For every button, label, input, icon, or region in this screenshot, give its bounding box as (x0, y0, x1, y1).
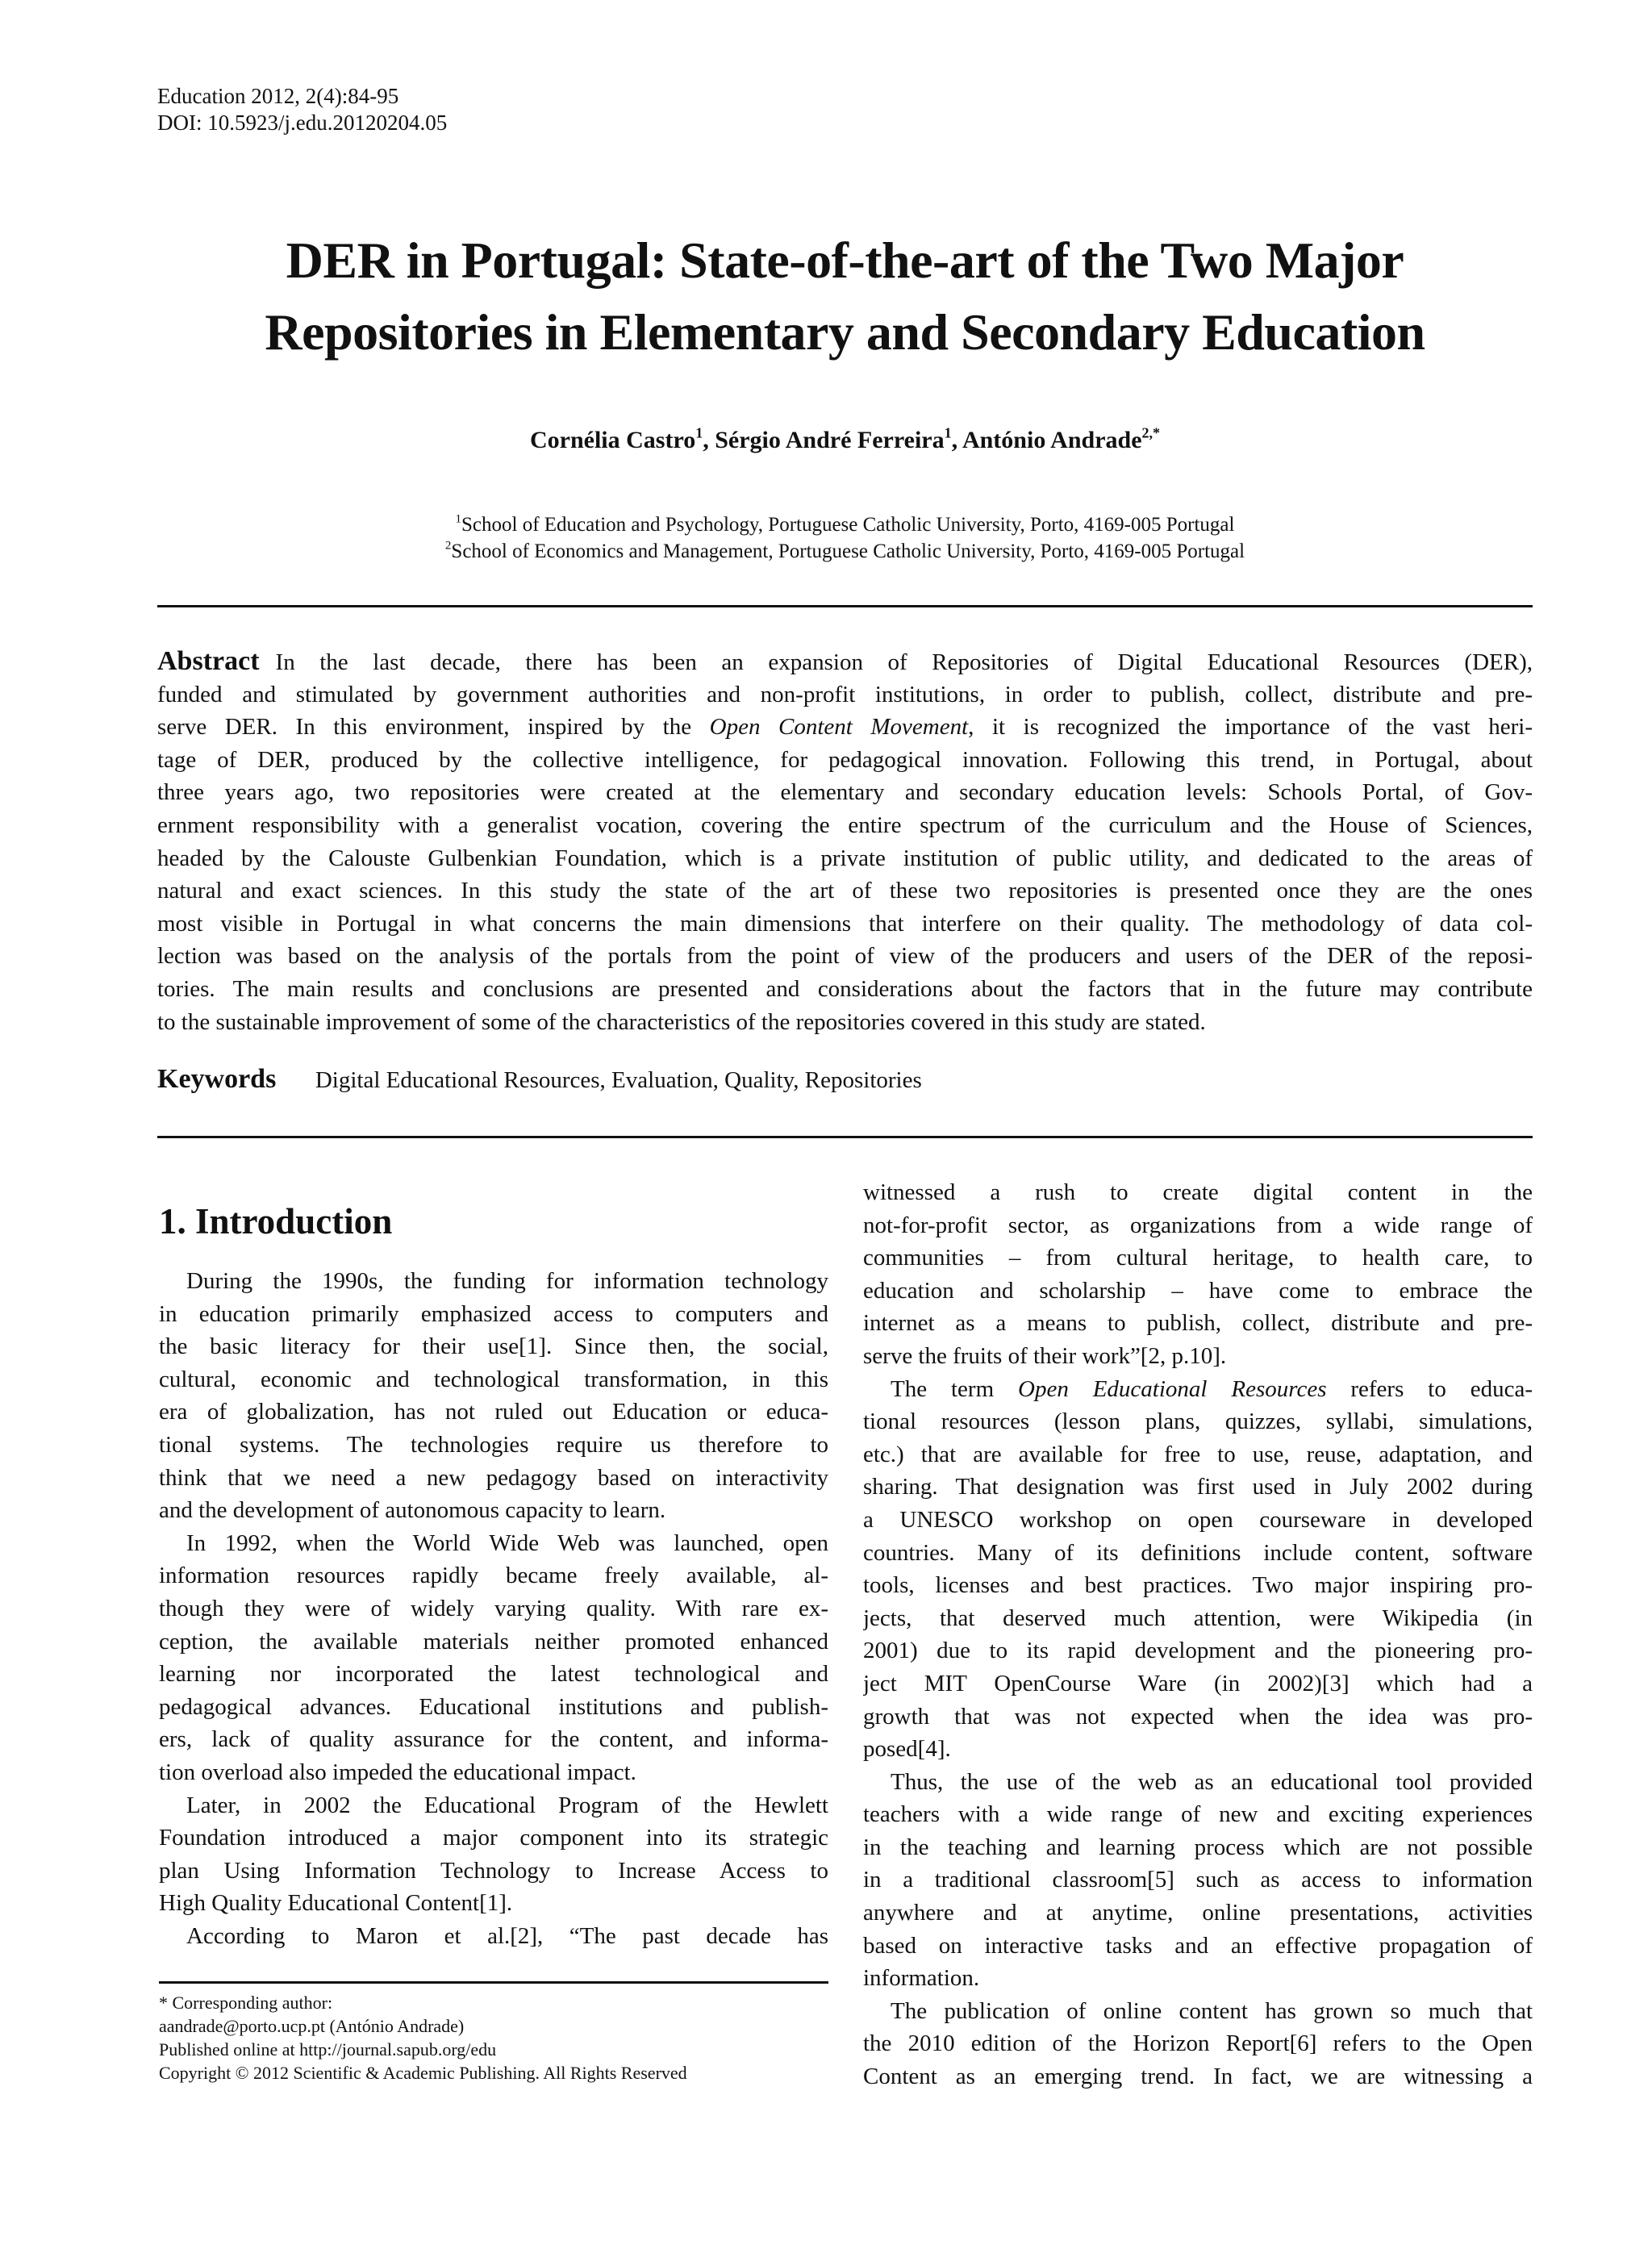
copyright-line: Copyright © 2012 Scientific & Academic Publishing. All Rights Reserved (159, 2063, 687, 2083)
author-name: António Andrade (962, 427, 1142, 453)
author-affiliation-marker: 2,* (1141, 424, 1161, 441)
body-text-line: Later, in 2002 the Educational Program of the Hewlett (186, 1792, 828, 1818)
body-text-line: internet as a means to publish, collect, distribute and pre- (863, 1310, 1533, 1337)
body-text-line: a UNESCO workshop on open courseware in developed (863, 1506, 1533, 1533)
author-list: Cornélia Castro$^1$, Sérgio André Ferreira$^1$, António Andrade$^{2,*}$ (529, 424, 1161, 453)
journal-citation: Education 2012, 2(4):84-95 (157, 84, 399, 108)
body-text-line: witnessed a rush to create digital content in the (863, 1179, 1533, 1205)
corresponding-author-email[interactable]: aandrade@porto.ucp.pt (António Andrade) (159, 2016, 465, 2036)
abstract-line: lection was based on the analysis of the portals from the point of view of the producers and users of the DER of the reposi- (157, 943, 1533, 970)
title-line-2: Repositories in Elementary and Secondary Education (265, 303, 1425, 361)
keywords (157, 1063, 922, 1096)
body-text-line: 2001) due to its rapid development and the pioneering pro- (863, 1638, 1533, 1664)
body-text-line: plan Using Information Technology to Increase Access to (159, 1857, 828, 1884)
body-text-line: Foundation introduced a major component into its strategic (159, 1825, 828, 1851)
keywords-value: Digital Educational Resources, Evaluation, Quality, Repositories (315, 1067, 922, 1093)
body-text-line: ception, the available materials neither promoted enhanced (159, 1628, 828, 1655)
body-text-line: not-for-profit sector, as organizations from a wide range of (863, 1212, 1533, 1238)
body-text-line: Thus, the use of the web as an educational tool provided (891, 1768, 1533, 1795)
body-text-line: era of globalization, has not ruled out Education or educa- (159, 1399, 828, 1425)
body-text-line: High Quality Educational Content[1]. (159, 1890, 513, 1917)
doi: DOI: 10.5923/j.edu.20120204.05 (157, 111, 448, 135)
abstract-divider (157, 1136, 1533, 1138)
body-text-line: though they were of widely varying quality. With rare ex- (159, 1595, 828, 1621)
top-divider (157, 605, 1533, 607)
body-text-line: information. (863, 1965, 980, 1992)
body-text-line: tional systems. The technologies require us therefore to (159, 1431, 828, 1458)
footnote-divider (159, 1981, 828, 1984)
left-column (159, 1265, 828, 1952)
affiliation-text: School of Education and Psychology, Portuguese Catholic University, Porto, 4169-005 Portugal (461, 514, 1235, 536)
affiliation-marker: 1 (455, 512, 462, 526)
abstract-line: to the sustainable improvement of some of the characteristics of the repositories covered in this study are stated. (157, 1008, 1206, 1035)
abstract-line: tage of DER, produced by the collective intelligence, for pedagogical innovation. Following this trend, in Portugal, about (157, 746, 1533, 773)
corresponding-author-label: * Corresponding author: (159, 1993, 333, 2013)
footnotes (159, 1991, 687, 2085)
body-text-line: During the 1990s, the funding for information technology (186, 1268, 828, 1294)
affiliation-marker: 2 (444, 539, 452, 553)
right-column (863, 1176, 1533, 2093)
abstract (157, 645, 1533, 1038)
body-text-line: teachers with a wide range of new and exciting experiences (863, 1801, 1533, 1828)
body-text-line: communities – from cultural heritage, to health care, to (863, 1245, 1533, 1271)
journal-url-link[interactable]: http://journal.sapub.org/edu (299, 2039, 497, 2059)
affiliation (157, 538, 1533, 565)
abstract-line: funded and stimulated by government authorities and non-profit institutions, in order to publish, collect, distribute and pre- (157, 681, 1533, 707)
journal-header (157, 83, 447, 136)
abstract-line: serve DER. In this environment, inspired by the Open Content Movement, it is recognized the importance of the vast heri- (157, 714, 1533, 741)
body-text-line: serve the fruits of their work”[2, p.10]. (863, 1342, 1227, 1369)
body-text-line: in education primarily emphasized access to computers and (159, 1300, 828, 1327)
body-text-line: think that we need a new pedagogy based on interactivity (159, 1464, 828, 1491)
abstract-label: Abstract (157, 646, 260, 676)
body-text-line: countries. Many of its definitions include content, software (863, 1539, 1533, 1566)
abstract-line: Abstract In the last decade, there has been an expansion of Repositories of Digital Educational Resources (DER), (157, 646, 1533, 676)
body-text-line: learning nor incorporated the latest technological and (159, 1661, 828, 1688)
body-text-line: in a traditional classroom[5] such as access to information (863, 1867, 1533, 1893)
published-online-line (159, 2038, 687, 2061)
body-text-line: based on interactive tasks and an effective propagation of (863, 1932, 1533, 1959)
body-text-line: The publication of online content has grown so much that (891, 1997, 1533, 2024)
title-line-1: DER in Portugal: State-of-the-art of the Two Major (286, 232, 1404, 289)
author-affiliation-marker: 1 (944, 424, 952, 441)
body-text-line: the basic literacy for their use[1]. Since then, the social, (159, 1333, 828, 1360)
italic-term: Open Educational Resources (1018, 1375, 1327, 1402)
italic-term: Open Content Movement (709, 714, 969, 741)
body-text-line: posed[4]. (863, 1736, 951, 1763)
keywords-label: Keywords (157, 1064, 277, 1094)
affiliation-text: School of Economics and Management, Portuguese Catholic University, Porto, 4169-005 Portugal (451, 540, 1245, 562)
body-text-line: ject MIT OpenCourse Ware (in 2002)[3] which had a (863, 1670, 1533, 1696)
abstract-line: tories. The main results and conclusions are presented and considerations about the factors that in the future may contribute (157, 975, 1533, 1002)
body-text-line: tools, licenses and best practices. Two major inspiring pro- (863, 1572, 1533, 1599)
body-text-line: tional resources (lesson plans, quizzes, syllabi, simulations, (863, 1408, 1533, 1435)
author-name: Cornélia Castro (529, 427, 696, 453)
abstract-line: most visible in Portugal in what concerns the main dimensions that interfere on their quality. The methodology of data col- (157, 910, 1533, 937)
body-text-line: etc.) that are available for free to use, reuse, adaptation, and (863, 1441, 1533, 1467)
body-text-line: jects, that deserved much attention, were Wikipedia (in (863, 1605, 1533, 1631)
body-text-line: education and scholarship – have come to embrace the (863, 1277, 1533, 1304)
body-text-line: In 1992, when the World Wide Web was launched, open (186, 1529, 828, 1556)
author-name: Sérgio André Ferreira (715, 427, 945, 453)
body-text-line: growth that was not expected when the idea was pro- (863, 1703, 1533, 1730)
abstract-line: headed by the Calouste Gulbenkian Foundation, which is a private institution of public utility, and dedicated to the areas of (157, 845, 1533, 871)
body-text-line: the 2010 edition of the Horizon Report[6] refers to the Open (863, 2030, 1533, 2057)
body-text-line: Content as an emerging trend. In fact, we are witnessing a (863, 2064, 1533, 2090)
body-text-line: According to Maron et al.[2], “The past decade has (186, 1922, 828, 1949)
abstract-line: natural and exact sciences. In this study the state of the art of these two repositories is presented once they are the ones (157, 878, 1533, 904)
body-text-line: information resources rapidly became freely available, al- (159, 1563, 828, 1589)
affiliation (157, 511, 1533, 538)
body-text-line: in the teaching and learning process which are not possible (863, 1834, 1533, 1860)
author-affiliation-marker: 1 (695, 424, 703, 441)
body-text-line: sharing. That designation was first used in July 2002 during (863, 1474, 1533, 1500)
body-text-line: and the development of autonomous capacity to learn. (159, 1497, 666, 1524)
paper-title (157, 224, 1533, 368)
published-prefix: Published online at (159, 2039, 300, 2059)
body-text-line: anywhere and at anytime, online presentations, activities (863, 1900, 1533, 1926)
body-text-line: cultural, economic and technological transformation, in this (159, 1366, 828, 1392)
body-text-line: tion overload also impeded the educational impact. (159, 1759, 636, 1785)
affiliations (157, 511, 1533, 565)
body-text-line: ers, lack of quality assurance for the content, and informa- (159, 1726, 828, 1753)
section-heading: 1. Introduction (159, 1201, 393, 1242)
abstract-line: three years ago, two repositories were created at the elementary and secondary education levels: Schools Portal, of Gov- (157, 779, 1533, 806)
body-text-line: The term Open Educational Resources refers to educa- (891, 1375, 1533, 1402)
body-text-line: pedagogical advances. Educational institutions and publish- (159, 1693, 828, 1720)
abstract-line: ernment responsibility with a generalist vocation, covering the entire spectrum of the curriculum and the House of Sciences, (157, 812, 1533, 838)
